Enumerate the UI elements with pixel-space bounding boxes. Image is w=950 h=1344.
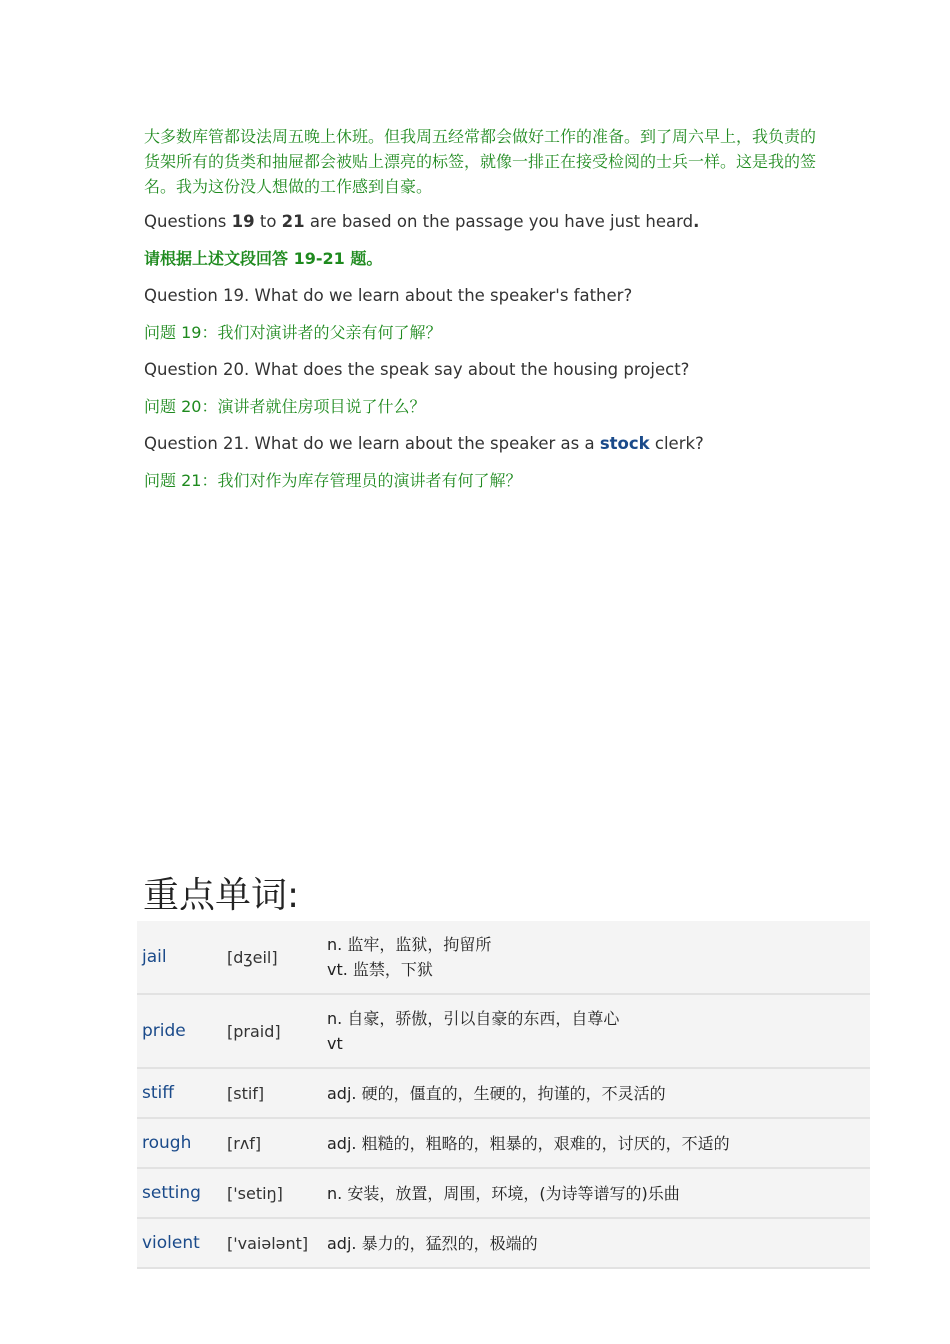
- vocab-row: [137, 994, 870, 1068]
- passage-translation: 大多数库管都设法周五晚上休班。但我周五经常都会做好工作的准备。到了周六早上，我负责的货架所有的货类和抽屉都会被贴上漂亮的标签，就像一排正在接受检阅的士兵一样。这是我的签名。我为这份没人想做的工作感到自豪。: [144, 127, 817, 196]
- intro-suffix: are based on the passage you have just heard: [304, 212, 694, 231]
- vocab-definition-line: n. 监牢，监狱，拘留所: [327, 935, 492, 954]
- vocab-definition-line: vt: [327, 1034, 343, 1053]
- vocab-word[interactable]: setting: [137, 1168, 227, 1218]
- vocab-title: 重点单词:: [143, 875, 300, 916]
- intro-middle: to: [254, 212, 282, 231]
- vocab-definition: [327, 921, 870, 994]
- vocab-definition: adj. 粗糙的，粗略的，粗暴的，艰难的，讨厌的，不适的: [327, 1118, 870, 1168]
- vocab-word[interactable]: pride: [137, 994, 227, 1068]
- question-21-keyword-link[interactable]: stock: [599, 434, 650, 453]
- vocab-phonetic: [stif]: [227, 1068, 327, 1118]
- vocab-row: [137, 1218, 870, 1268]
- vocab-word[interactable]: jail: [137, 921, 227, 994]
- vocab-definition: adj. 硬的，僵直的，生硬的，拘谨的，不灵活的: [327, 1068, 870, 1118]
- question-21-en: [144, 431, 824, 457]
- vocab-definition: adj. 暴力的，猛烈的，极端的: [327, 1218, 870, 1268]
- vocab-phonetic: ['setiŋ]: [227, 1168, 327, 1218]
- vocab-row: [137, 1118, 870, 1168]
- vocab-phonetic: [praid]: [227, 994, 327, 1068]
- vocab-phonetic: [dʒeil]: [227, 921, 327, 994]
- vocab-word[interactable]: stiff: [137, 1068, 227, 1118]
- vocab-phonetic: [rʌf]: [227, 1118, 327, 1168]
- question-21-zh: 问题 21：我们对作为库存管理员的演讲者有何了解？: [144, 471, 522, 490]
- questions-intro-zh: 请根据上述文段回答 19-21 题。: [144, 249, 383, 268]
- vocab-row: [137, 1068, 870, 1118]
- vocab-table: [137, 921, 870, 1269]
- vocab-definition-line: n. 自豪，骄傲，引以自豪的东西，自尊心: [327, 1009, 620, 1028]
- vocab-phonetic: ['vaiələnt]: [227, 1218, 327, 1268]
- vocab-definition: n. 安装，放置，周围，环境，(为诗等谱写的)乐曲: [327, 1168, 870, 1218]
- vocab-definition-line: vt. 监禁，下狱: [327, 960, 433, 979]
- question-19-en: Question 19. What do we learn about the speaker's father?: [144, 286, 633, 305]
- intro-prefix: Questions: [144, 212, 232, 231]
- vocab-word[interactable]: rough: [137, 1118, 227, 1168]
- intro-end: .: [693, 212, 700, 231]
- question-20-en: Question 20. What does the speak say about the housing project?: [144, 360, 690, 379]
- intro-to-number: 21: [281, 212, 305, 231]
- intro-from-number: 19: [231, 212, 255, 231]
- question-20-zh: 问题 20：演讲者就住房项目说了什么？: [144, 397, 426, 416]
- vocab-row: [137, 921, 870, 994]
- question-21-suffix: clerk?: [649, 434, 704, 453]
- question-21-prefix: Question 21. What do we learn about the speaker as a: [144, 434, 600, 453]
- vocab-row: [137, 1168, 870, 1218]
- vocab-definition: [327, 994, 870, 1068]
- questions-intro: [144, 209, 824, 235]
- passage-content: [144, 124, 824, 505]
- question-19-zh: 问题 19：我们对演讲者的父亲有何了解？: [144, 323, 442, 342]
- vocab-word[interactable]: violent: [137, 1218, 227, 1268]
